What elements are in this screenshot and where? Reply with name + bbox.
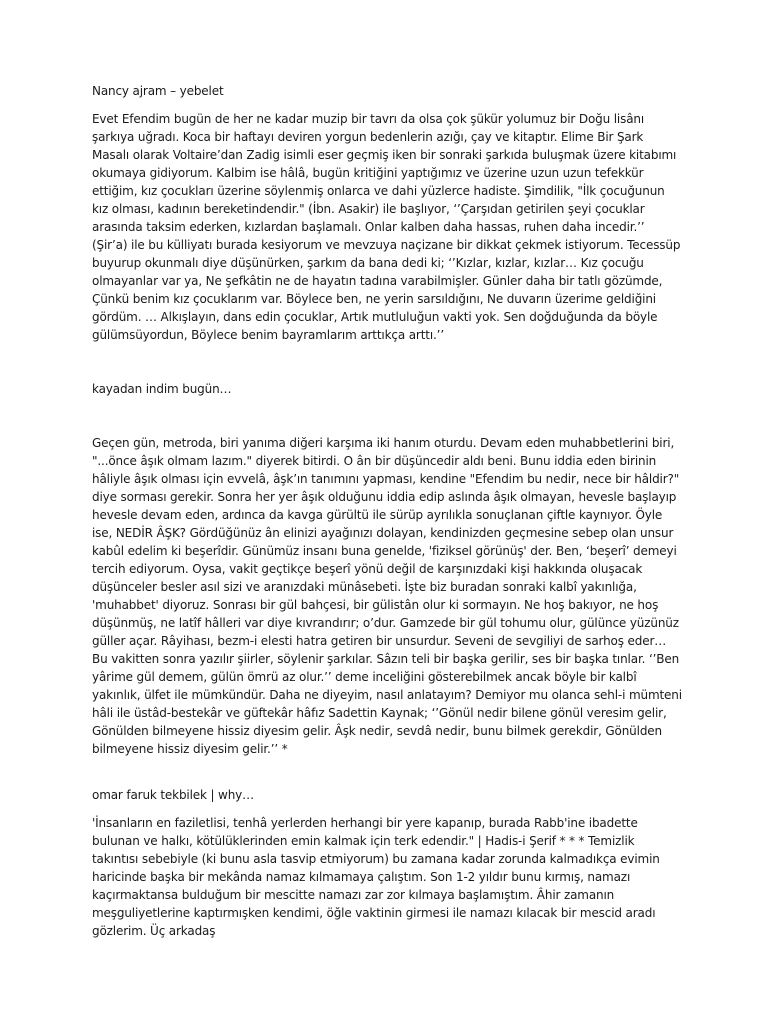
spacer (92, 344, 682, 380)
spacer (92, 758, 682, 786)
section-body: Geçen gün, metroda, biri yanıma diğeri karşıma iki hanım oturdu. Devam eden muhabbetlerini biri, "...önce âşık olmam lazım." diyerek bitirdi. O ân bir düşüncedir aldı beni. Bunu iddia eden birinin hâliyle âşık olması için evvelâ, âşk’ın tanımını yapması, kendine "Efendim bu nedir, nece bir hâldir?" diye sorması gerekir. Sonra her yer âşık olduğunu iddia edip aslında âşık olmayan, hevesle başlayıp hevesle devam eden, ardınca da kavga gürültü ile sürüp ayrılıkla sonuçlanan çiftle kaynıyor. Öyle ise, NEDİR ÂŞK? Gördüğünüz ân elinizi ayağınızı dolayan, kendinizden geçmesine sebep olan unsur kabûl edelim ki beşerîdir. Günümüz insanı buna genelde, 'fiziksel görünüş' der. Ben, ‘beşerî’ demeyi tercih ediyorum. Oysa, vakit geçtikçe beşerî yönü değil de karşınızdaki kişi hakkında oluşacak düşünceler besler asıl sizi ve aranızdaki münâsebeti. İşte biz buradan sonraki kalbî yakınlığa, 'muhabbet' diyoruz. Sonrası bir gül bahçesi, bir gülistân olur ki sormayın. Ne hoş bakıyor, ne hoş düşünmüş, ne latîf hâlleri var diye kıvrandırır; o’dur. Gamzede bir gül tohumu olur, gülünce yüzünüz güller açar. Râyihası, bezm-i elesti hatra getiren bir unsurdur. Seveni de sevgiliyi de sarhoş eder… Bu vakitten sonra yazılır şiirler, söylenir şarkılar. Sâzın teli bir başka gerilir, ses bir başka tınlar. ‘’Ben yârime gül demem, gülün ömrü az olur.’’ deme inceliğini gösterebilmek ancak böyle bir kalbî yakınlık, ülfet ile mümkündür. Daha ne diyeyim, nasıl anlatayım? Demiyor mu olanca sehl-i mümteni hâli ile üstâd-bestekâr ve güftekâr hâfız Sadettin Kaynak; ‘’Gönül nedir bilene gönül veresim gelir, Gönülden bilmeyene hissiz diyesim gelir. Âşk nedir, sevdâ nedir, bunu bilmek gerekdir, Gönülden bilmeyene hissiz diyesim gelir.’’ * (92, 436, 682, 756)
section-omar-faruk (92, 786, 682, 940)
section-title: Nancy ajram – yebelet (92, 84, 224, 98)
document-page (92, 82, 682, 940)
section-title: omar faruk tekbilek | why… (92, 788, 254, 802)
spacer (92, 804, 682, 814)
section-title: kayadan indim bugün… (92, 382, 232, 396)
section-body: 'İnsanların en faziletlisi, tenhâ yerlerden herhangi bir yere kapanıp, burada Rabb'ine ibadette bulunan ve halkı, kötülüklerinden emin kalmak için terk edendir." | Hadis-i Şerif * * * Temizlik takıntısı sebebiyle (ki bunu asla tasvip etmiyorum) bu zamana kadar zorunda kalmadıkça evimin haricinde başka bir mekânda namaz kılmamaya çalıştım. Son 1-2 yıldır bunu kırmış, namazı kaçırmaktansa bulduğum bir mescitte namazı zar zor kılmaya başlamıştım. Âhir zamanın meşguliyetlerine kaptırmışken kendimi, öğle vaktinin girmesi ile namazı kılacak bir mescid aradı gözlerim. Üç arkadaş (92, 816, 660, 938)
spacer (92, 100, 682, 110)
section-body: Evet Efendim bugün de her ne kadar muzip bir tavrı da olsa çok şükür yolumuz bir Doğu lisânı şarkıya uğradı. Koca bir haftayı deviren yorgun bedenlerin azığı, çay ve kitaptır. Elime Bir Şark Masalı olarak Voltaire’dan Zadig isimli eser geçmiş iken bir sonraki şarkıda buluşmak üzere kitabımı okumaya gidiyorum. Kalbim ise hâlâ, bugün kritiğini yaptığımız ve üzerine uzun uzun tefekkür ettiğim, kız çocukları üzerine söylenmiş onlarca ve dahi yüzlerce hadiste. Şimdilik, "İlk çocuğunun kız olması, kadının bereketindendir." (İbn. Asakir) ile başlıyor, ‘’Çarşıdan getirilen şeyi çocuklar arasında taksim ederken, kızlardan başlamalı. Onlar kalben daha hassas, ruhen daha incedir.’’ (Şir’a) ile bu külliyatı burada kesiyorum ve mevzuya naçizane bir dikkat çekmek istiyorum. Tecessüp buyurup okunmalı diye düşünürken, şarkım da bana dedi ki; ‘’Kızlar, kızlar, kızlar… Kız çocuğu olmayanlar var ya, Ne şefkâtin ne de hayatın tadına varabilmişler. Günler daha bir tatlı gözümde, Çünkü benim kız çocuklarım var. Böylece ben, ne yerin sarsıldığını, Ne duvarın üzerime geldiğini gördüm. … Alkışlayın, dans edin çocuklar, Artık mutluluğun vakti yok. Sen doğduğunda da böyle gülümsüyordun, Böylece benim bayramlarım arttıkça arttı.’’ (92, 112, 681, 342)
section-kayadan (92, 380, 682, 758)
section-nancy-ajram (92, 82, 682, 344)
spacer (92, 398, 682, 434)
